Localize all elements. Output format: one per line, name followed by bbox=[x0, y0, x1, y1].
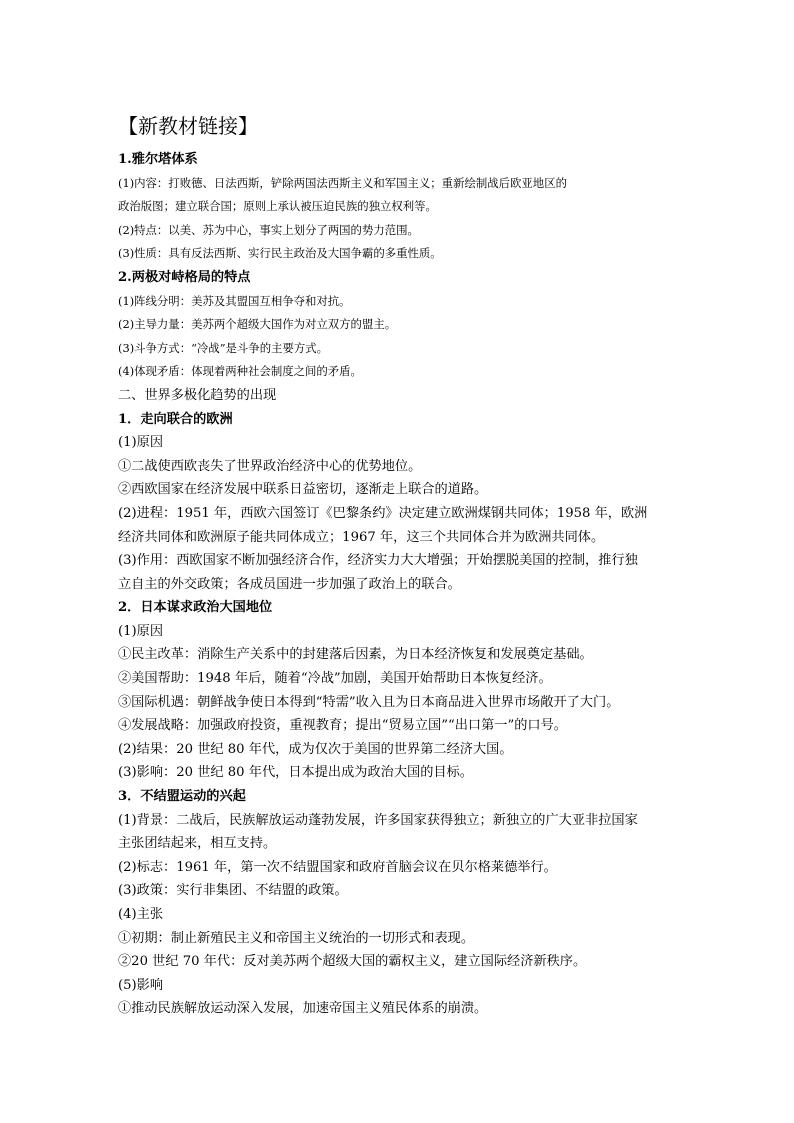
text-line: (1)阵线分明：美苏及其盟国互相争夺和对抗。 bbox=[118, 293, 351, 308]
document-page bbox=[118, 112, 682, 1021]
text-line: ②西欧国家在经济发展中联系日益密切，逐渐走上联合的道路。 bbox=[118, 482, 488, 498]
text-line: (2)进程：1951 年，西欧六国签订《巴黎条约》决定建立欧洲煤钢共同体；1958 年，欧洲 bbox=[118, 505, 648, 521]
text-line: (1)背景：二战后，民族解放运动蓬勃发展，许多国家获得独立；新独立的广大亚非拉国家 bbox=[118, 812, 638, 828]
text-line: (4)体现矛盾：体现着两种社会制度之间的矛盾。 bbox=[118, 364, 362, 379]
text-line: 经济共同体和欧洲原子能共同体成立；1967 年，这三个共同体合并为欧洲共同体。 bbox=[118, 529, 605, 545]
text-line: 立自主的外交政策；各成员国进一步加强了政治上的联合。 bbox=[118, 576, 461, 592]
section-heading: 【新教材链接】 bbox=[118, 114, 258, 138]
text-line: (1)内容：打败德、日法西斯，铲除两国法西斯主义和军国主义；重新绘制战后欧亚地区的 bbox=[118, 175, 567, 190]
text-line: 主张团结起来，相互支持。 bbox=[118, 836, 277, 852]
text-line: ③国际机遇：朝鲜战争使日本得到“特需”收入且为日本商品进入世界市场敞开了大门。 bbox=[118, 694, 620, 710]
text-line: (3)斗争方式：“冷战”是斗争的主要方式。 bbox=[118, 340, 329, 355]
text-line: (3)影响：20 世纪 80 年代，日本提出成为政治大国的目标。 bbox=[118, 765, 473, 781]
text-line: (3)作用：西欧国家不断加强经济合作，经济实力大大增强；开始摆脱美国的控制，推行独 bbox=[118, 553, 638, 569]
document-body bbox=[118, 148, 682, 1021]
text-line: (2)结果：20 世纪 80 年代，成为仅次于美国的世界第二经济大国。 bbox=[118, 741, 513, 757]
text-line: ④发展战略：加强政府投资，重视教育；提出“贸易立国”“出口第一”的口号。 bbox=[118, 718, 567, 734]
text-line: ②美国帮助：1948 年后，随着“冷战”加剧，美国开始帮助日本恢复经济。 bbox=[118, 671, 552, 687]
text-line: ①推动民族解放运动深入发展，加速帝国主义殖民体系的崩溃。 bbox=[118, 1001, 488, 1017]
text-line: 2.两极对峙格局的特点 bbox=[118, 269, 251, 285]
text-line: 1.雅尔塔体系 bbox=[118, 152, 198, 167]
text-line: ①二战使西欧丧失了世界政治经济中心的优势地位。 bbox=[118, 458, 422, 474]
text-line: (5)影响 bbox=[118, 977, 164, 993]
text-line: ②20 世纪 70 年代：反对美苏两个超级大国的霸权主义，建立国际经济新秩序。 bbox=[118, 954, 587, 970]
text-line: (1)原因 bbox=[118, 435, 164, 451]
text-line: (3)政策：实行非集团、不结盟的政策。 bbox=[118, 883, 348, 899]
text-line: (2)标志：1961 年，第一次不结盟国家和政府首脑会议在贝尔格莱德举行。 bbox=[118, 859, 557, 875]
text-line: 二、世界多极化趋势的出现 bbox=[118, 387, 277, 403]
text-line: (1)原因 bbox=[118, 623, 164, 639]
text-line: (4)主张 bbox=[118, 907, 164, 922]
text-line: 1．走向联合的欧洲 bbox=[118, 411, 233, 427]
text-line: (2)特点：以美、苏为中心，事实上划分了两国的势力范围。 bbox=[118, 222, 419, 237]
text-line: ①初期：制止新殖民主义和帝国主义统治的一切形式和表现。 bbox=[118, 930, 475, 946]
text-line: (2)主导力量：美苏两个超级大国作为对立双方的盟主。 bbox=[118, 317, 397, 332]
text-line: 3．不结盟运动的兴起 bbox=[118, 789, 246, 805]
text-line: (3)性质：具有反法西斯、实行民主政治及大国争霸的多重性质。 bbox=[118, 246, 442, 261]
text-line: 2．日本谋求政治大国地位 bbox=[118, 600, 273, 616]
text-line: ①民主改革：消除生产关系中的封建落后因素，为日本经济恢复和发展奠定基础。 bbox=[118, 647, 593, 663]
text-line: 政治版图；建立联合国；原则上承认被压迫民族的独立权利等。 bbox=[118, 199, 437, 214]
